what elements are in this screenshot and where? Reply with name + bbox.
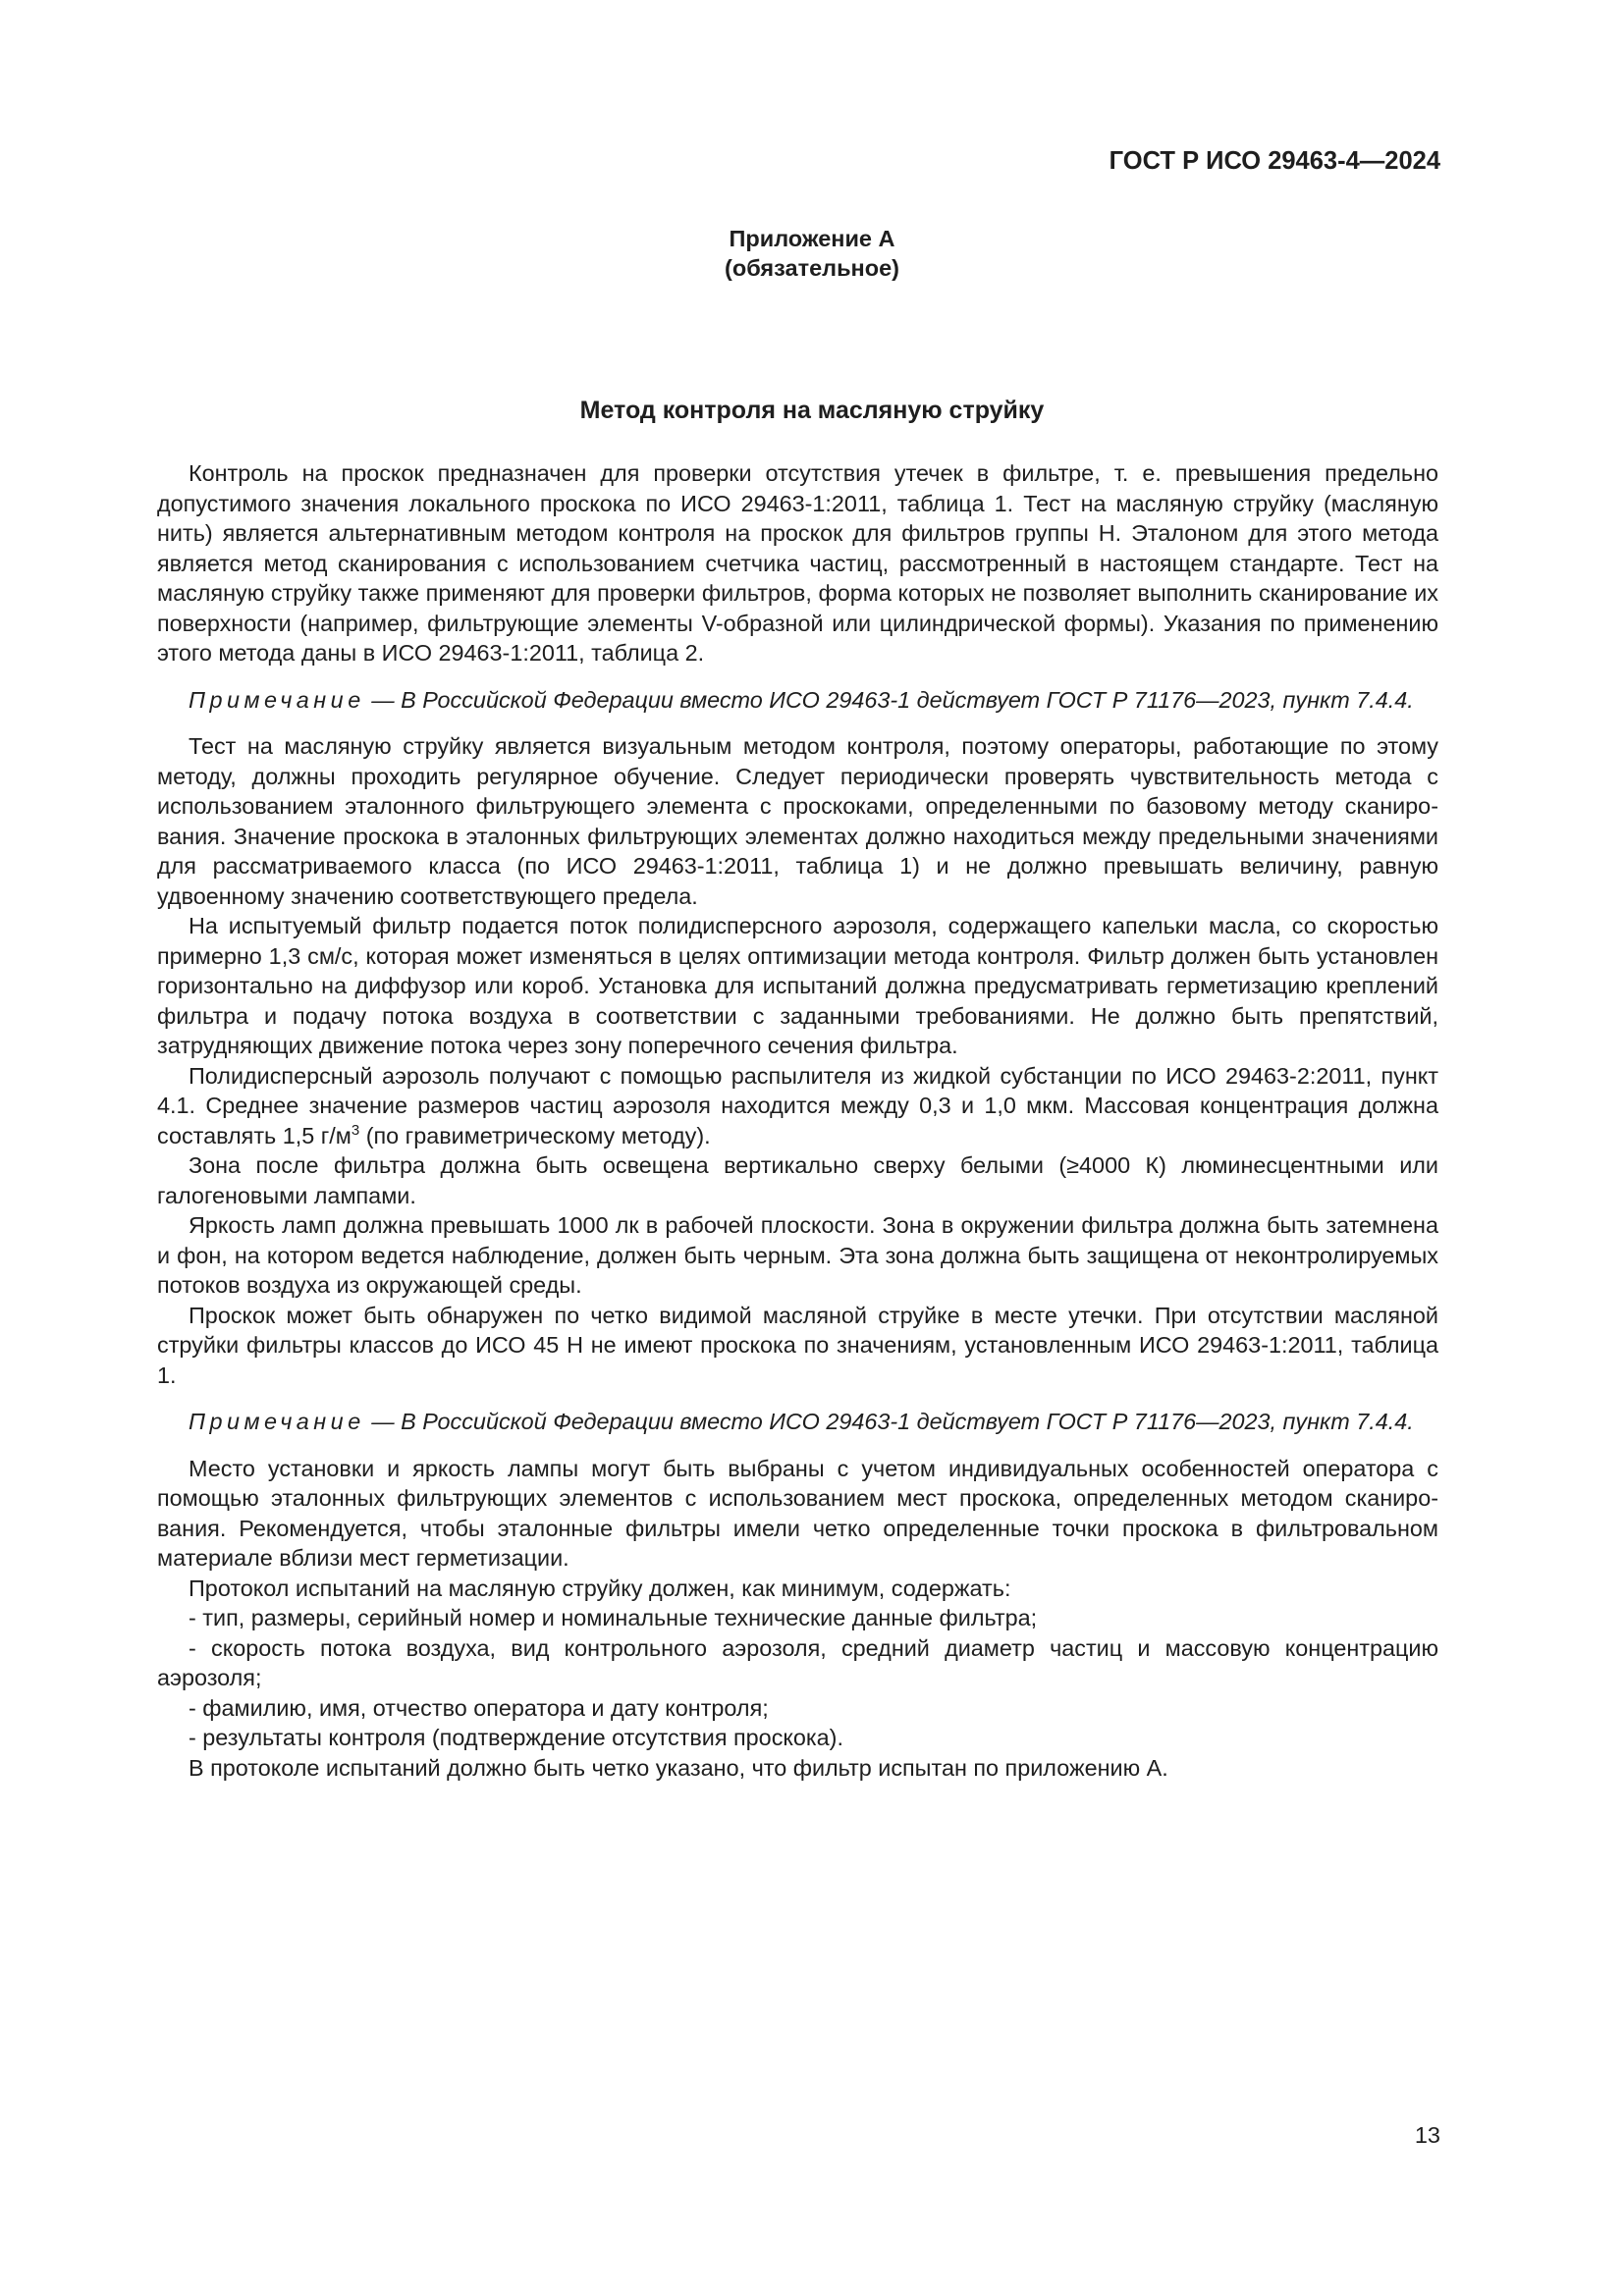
paragraph-lighting: Зона после фильтра должна быть освещена вертикально сверху белыми (≥4000 К) люминесцентными или галогеновыми лампами. [157, 1152, 1438, 1208]
note-label: Примечание [189, 1409, 365, 1434]
annex-label: Приложение А [729, 226, 895, 251]
annex-heading [0, 224, 1624, 283]
paragraph-text-tail: (по гравиметрическому методу). [359, 1122, 711, 1148]
note-label: Примечание [189, 686, 365, 713]
paragraph-brightness: Яркость ламп должна превышать 1000 лк в рабочей плоскости. Зона в окружении фильтра должна быть затемнена и фон, на котором ведется наблюдение, должен быть черным. Эта зона должна быть защищена от неконтролируемых потоков воздуха из окружающей среды. [157, 1212, 1438, 1298]
paragraph-protocol-conclusion: В протоколе испытаний должно быть четко указано, что фильтр испытан по приложению А. [189, 1754, 1168, 1781]
annex-status: (обязательное) [725, 255, 899, 281]
list-item: - скорость потока воздуха, вид контрольного аэрозоля, средний диаметр частиц и массовую концентрацию аэрозоля; [157, 1633, 1438, 1693]
list-item: - результаты контроля (подтверждение отсутствия проскока). [157, 1723, 1438, 1753]
paragraph-lamp-placement: Место установки и яркость лампы могут быть выбраны с учетом индивидуальных особенностей оператора с помощью эталонных фильтрующих элементов с использованием мест проскока, определенных методом сканирования. Рекомендуется, чтобы эталонные фильтры имели четко определенные точки проскока в фильтровальном материале вблизи мест герметизации. [157, 1455, 1438, 1571]
protocol-list [157, 1603, 1438, 1753]
paragraph-intro: Контроль на проскок предназначен для проверки отсутствия утечек в фильтре, т. е. превышения предельно допустимого значения локального проскока по ИСО 29463-1:2011, таблица 1. Тест на масляную струйку (масляную нить) является альтернативным методом контроля на проскок для фильтров группы Н. Эталоном для этого метода является метод сканирования с использованием счетчика частиц, рассмотренный в настоящем стандарте. Тест на масляную струйку также применяют для проверки фильтров, форма которых не позволяет выполнить сканирование их поверхности (например, фильтрующие элементы V-образной или цилиндрической формы). Указания по применению этого метода даны в ИСО 29463-1:2011, таблица 2. [157, 460, 1438, 666]
note-2 [157, 1407, 1438, 1437]
superscript: 3 [351, 1121, 360, 1139]
list-item: - тип, размеры, серийный номер и номинальные технические данные фильтра; [157, 1603, 1438, 1633]
note-text: — В Российской Федерации вместо ИСО 29463-1 действует ГОСТ Р 71176—2023, пункт 7.4.4. [364, 686, 1414, 713]
paragraph-protocol-intro: Протокол испытаний на масляную струйку должен, как минимум, содержать: [189, 1575, 1011, 1601]
document-code: ГОСТ Р ИСО 29463-4—2024 [1109, 147, 1440, 175]
paragraph-leak-detection: Проскок может быть обнаружен по четко видимой масляной струйке в месте утечки. При отсутствии масляной струйки фильтры классов до ИСО 45 Н не имеют проскока по значениям, установленным ИСО 29463-1:2011, таблица 1. [157, 1302, 1438, 1388]
paragraph-aerosol-flow: На испытуемый фильтр подается поток полидисперсного аэрозоля, содержащего капельки масла, со скоростью примерно 1,3 см/с, которая может изменяться в целях оптимизации метода контроля. Фильтр должен быть установлен горизонтально на диффузор или короб. Установка для испытаний должна предусматривать герметизацию креплений фильтра и подачу потока воздуха в соответствии с заданными требованиями. Не должно быть препятствий, затрудняющих движение потока через зону поперечного сечения фильтра. [157, 913, 1438, 1058]
paragraph-text: Полидисперсный аэрозоль получают с помощью распылителя из жидкой субстанции по ИСО 29463-2:2011, пункт 4.1. Среднее значение размеров частиц аэрозоля находится между 0,3 и 1,0 мкм. Массовая концентрация должна составлять 1,5 г/м [157, 1062, 1438, 1148]
section-title: Метод контроля на масляную струйку [579, 397, 1045, 424]
document-body [157, 458, 1438, 1783]
list-item: - фамилию, имя, отчество оператора и дату контроля; [157, 1693, 1438, 1724]
page-number: 13 [1414, 2122, 1440, 2148]
paragraph-aerosol-generation [157, 1061, 1438, 1151]
note-text: — В Российской Федерации вместо ИСО 29463-1 действует ГОСТ Р 71176—2023, пункт 7.4.4. [364, 1409, 1414, 1434]
paragraph-visual-method: Тест на масляную струйку является визуальным методом контроля, поэтому операторы, работающие по этому методу, должны проходить регулярное обучение. Следует периодически проверять чувствительность метода с использованием эталонного фильтрующего элемента с проскоками, определенными по базовому методу сканирования. Значение проскока в эталонных фильтрующих элементах должно находиться между предельными значениями для рассматриваемого класса (по ИСО 29463-1:2011, таблица 1) и не должно превышать величину, равную удвоенному значению соответствующего предела. [157, 733, 1438, 909]
note-1 [157, 685, 1438, 716]
